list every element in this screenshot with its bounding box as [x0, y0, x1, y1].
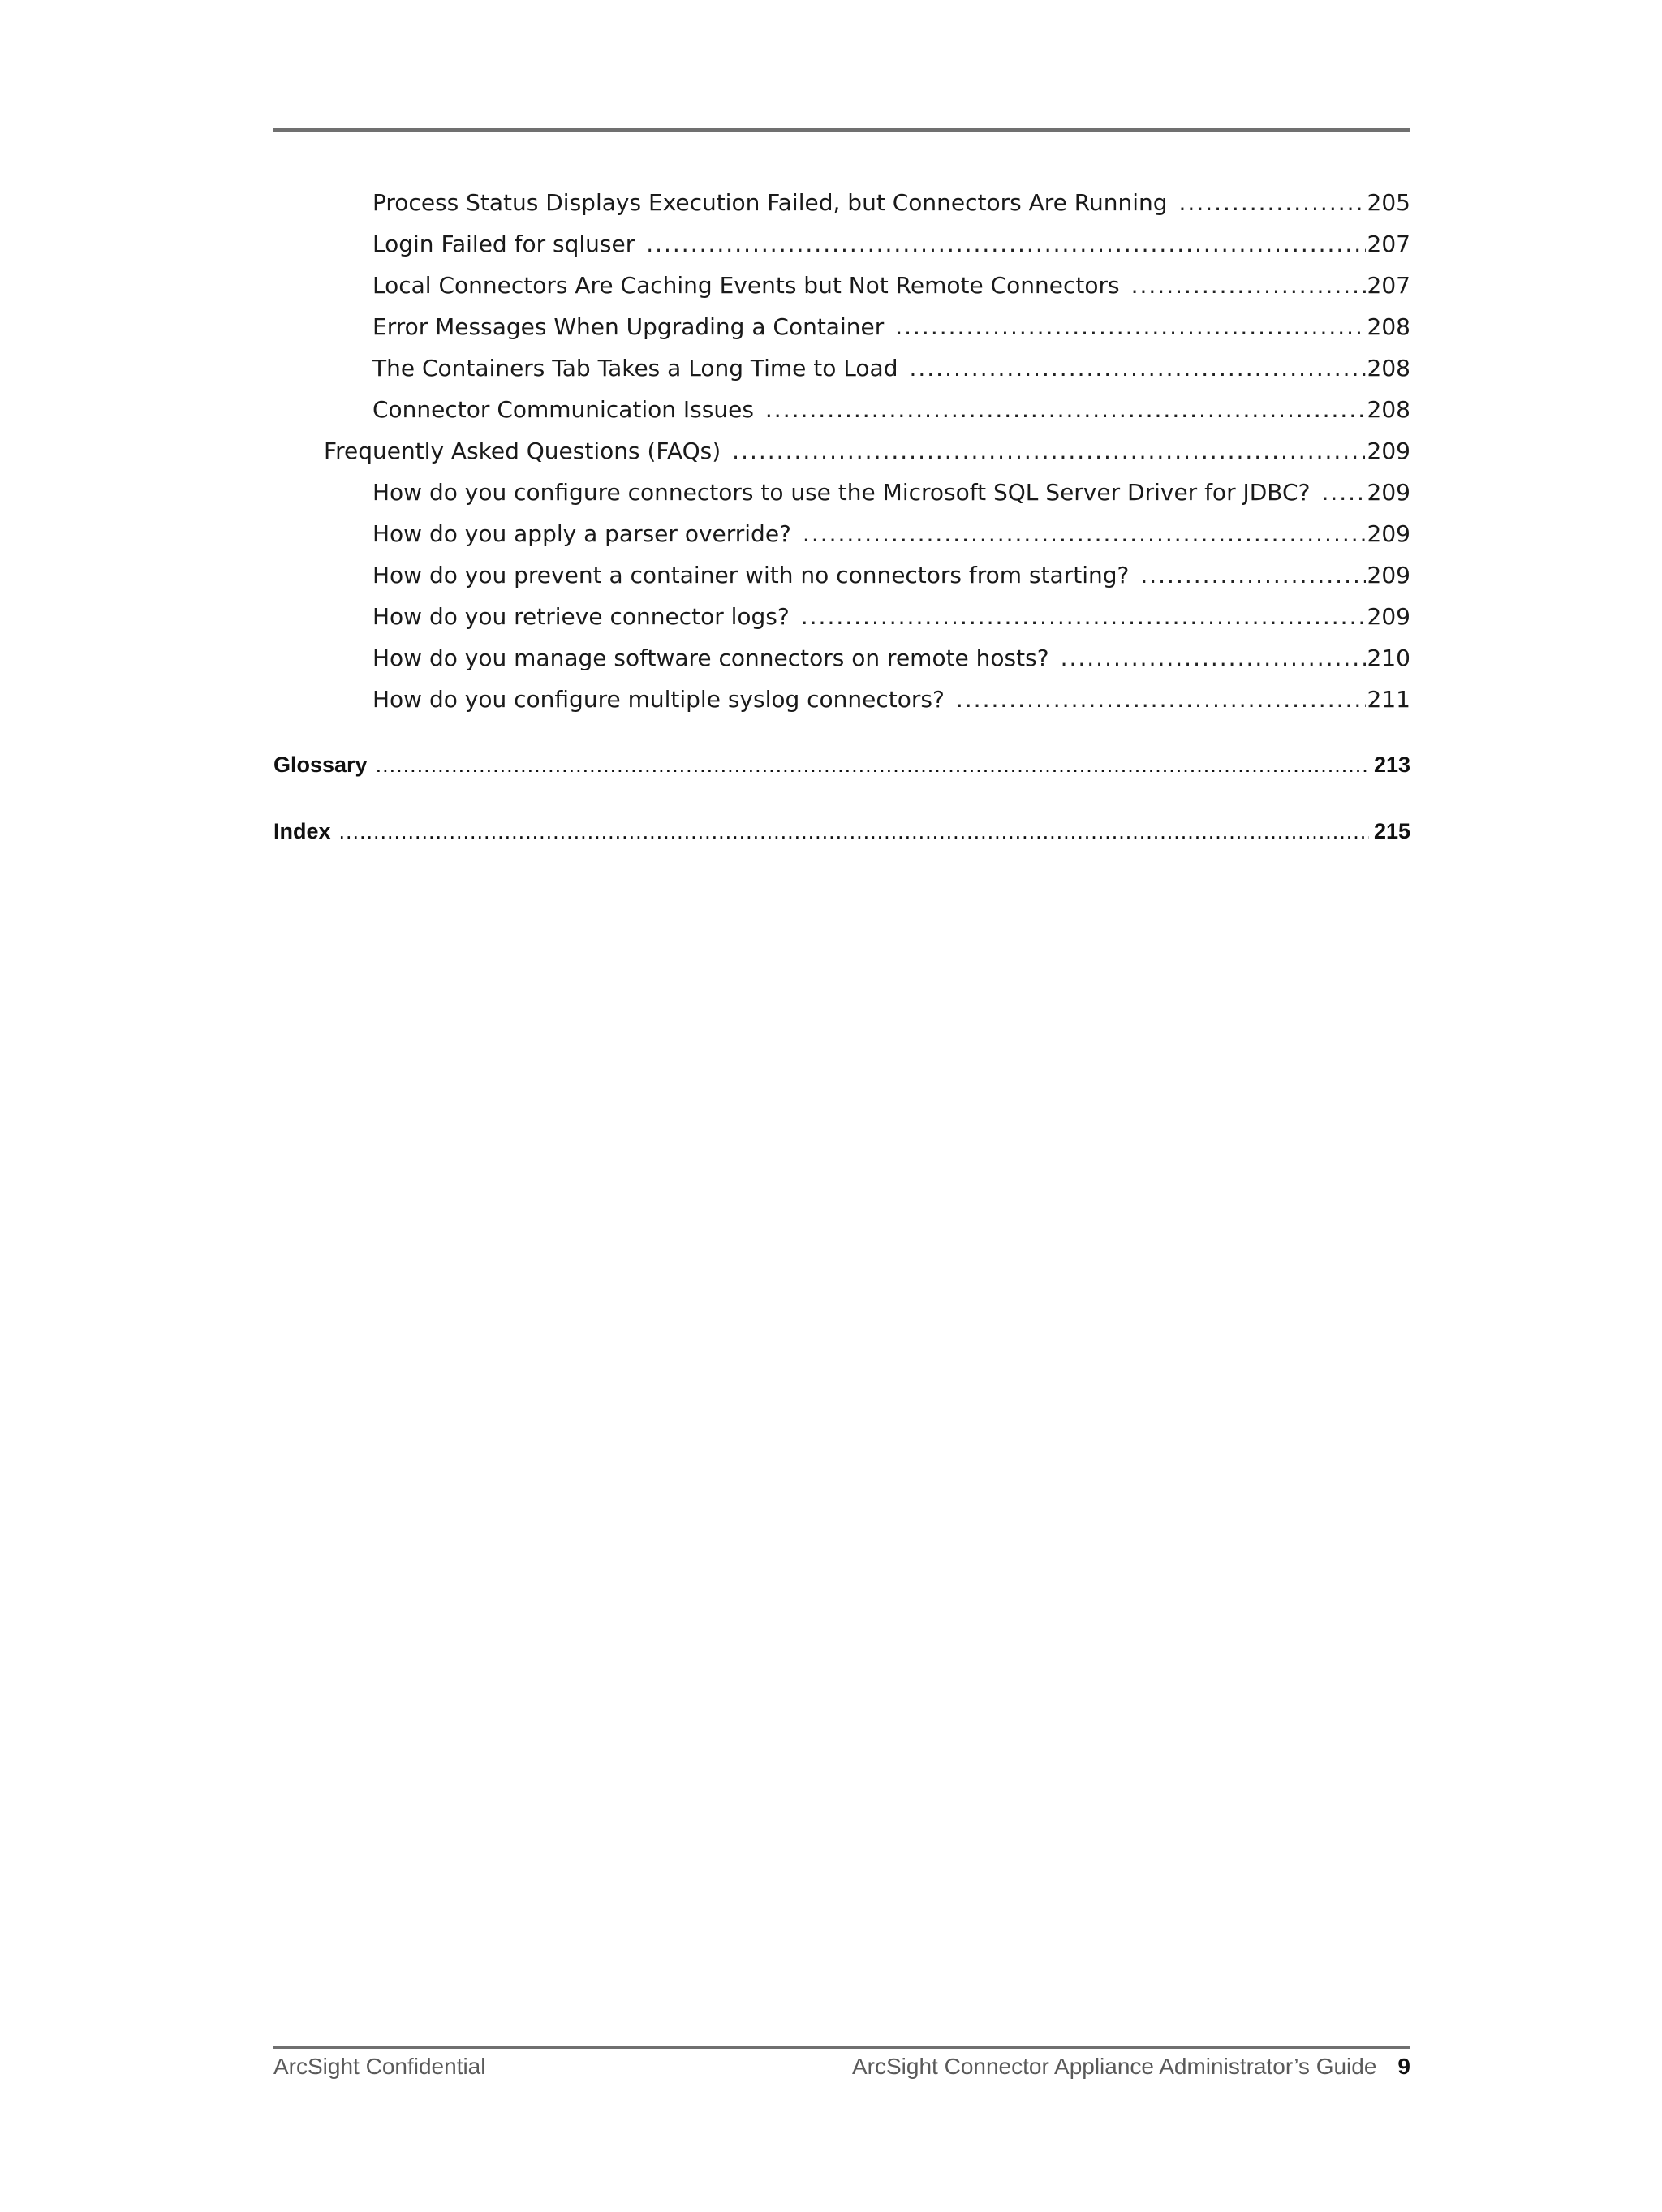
- toc-leader-dots: [732, 430, 1365, 472]
- table-of-contents: [273, 182, 1410, 720]
- toc-entry-label: Process Status Displays Execution Failed, but Connectors Are Running: [372, 189, 1168, 216]
- toc-leader-dots: [339, 815, 1369, 847]
- toc-entry-label: The Containers Tab Takes a Long Time to Load: [372, 355, 898, 382]
- toc-entry-label: How do you configure multiple syslog connectors?: [372, 686, 945, 713]
- toc-leader-dots: [956, 679, 1366, 720]
- toc-leader-dots: [1140, 554, 1365, 596]
- header-rule: [273, 128, 1410, 132]
- toc-leader-dots: [909, 347, 1365, 389]
- toc-leader-dots: [1061, 637, 1366, 679]
- toc-entry-page: 207: [1367, 231, 1410, 257]
- toc-entry[interactable]: [273, 265, 1410, 306]
- toc-leader-dots: [765, 389, 1366, 430]
- toc-entry-label: How do you prevent a container with no connectors from starting?: [372, 562, 1130, 589]
- toc-entry[interactable]: [273, 347, 1410, 389]
- toc-entry-page: 209: [1367, 520, 1410, 547]
- toc-entry[interactable]: [273, 389, 1410, 430]
- footer-page-number: 9: [1397, 2054, 1410, 2079]
- toc-entry-label: How do you apply a parser override?: [372, 520, 791, 547]
- toc-entry[interactable]: [273, 637, 1410, 679]
- toc-leader-dots: [1321, 472, 1365, 513]
- toc-entry-page: 209: [1367, 562, 1410, 589]
- toc-leader-dots: [1179, 182, 1366, 223]
- toc-leader-dots: [803, 513, 1366, 554]
- toc-entry[interactable]: [273, 182, 1410, 223]
- toc-entry[interactable]: [273, 554, 1410, 596]
- toc-leader-dots: [376, 748, 1369, 781]
- footer-guide-title: ArcSight Connector Appliance Administrator’s Guide: [852, 2054, 1377, 2079]
- toc-entry-page: 208: [1367, 313, 1410, 340]
- toc-entry-page: 210: [1367, 645, 1410, 671]
- toc-chapter-label: Glossary: [273, 752, 368, 777]
- footer-right: [852, 2054, 1410, 2080]
- toc-section-entry[interactable]: [273, 430, 1410, 472]
- footer-rule: [273, 2046, 1410, 2049]
- toc-entry-page: 211: [1367, 686, 1410, 713]
- toc-chapter-glossary[interactable]: [273, 748, 1410, 781]
- toc-entry[interactable]: [273, 513, 1410, 554]
- toc-entry-page: 208: [1367, 396, 1410, 423]
- toc-entry-page: 208: [1367, 355, 1410, 382]
- toc-chapter-label: Index: [273, 819, 331, 843]
- toc-entry-page: 209: [1367, 603, 1410, 630]
- toc-chapter-page: 213: [1373, 752, 1410, 777]
- toc-entry-label: Error Messages When Upgrading a Container: [372, 313, 885, 340]
- toc-entry-label: How do you manage software connectors on remote hosts?: [372, 645, 1049, 671]
- toc-leader-dots: [646, 223, 1365, 265]
- page-footer: [273, 2054, 1410, 2081]
- toc-entry[interactable]: [273, 306, 1410, 347]
- toc-leader-dots: [801, 596, 1366, 637]
- toc-entry-page: 205: [1367, 189, 1410, 216]
- toc-leader-dots: [1131, 265, 1366, 306]
- toc-entry[interactable]: [273, 472, 1410, 513]
- toc-chapter-page: 215: [1373, 819, 1410, 843]
- toc-entry-page: 209: [1367, 438, 1410, 464]
- toc-entry-label: Local Connectors Are Caching Events but Not Remote Connectors: [372, 272, 1120, 299]
- toc-entry-label: Connector Communication Issues: [372, 396, 754, 423]
- footer-confidential-label: ArcSight Confidential: [273, 2054, 486, 2079]
- toc-leader-dots: [895, 306, 1365, 347]
- toc-chapter-index[interactable]: [273, 815, 1410, 847]
- toc-entry-label: How do you configure connectors to use the Microsoft SQL Server Driver for JDBC?: [372, 479, 1311, 506]
- toc-entry[interactable]: [273, 223, 1410, 265]
- toc-entry-label: How do you retrieve connector logs?: [372, 603, 790, 630]
- toc-entry-label: Login Failed for sqluser: [372, 231, 635, 257]
- toc-entry[interactable]: [273, 596, 1410, 637]
- toc-entry-page: 207: [1367, 272, 1410, 299]
- toc-entry-label: Frequently Asked Questions (FAQs): [324, 438, 721, 464]
- toc-entry[interactable]: [273, 679, 1410, 720]
- toc-entry-page: 209: [1367, 479, 1410, 506]
